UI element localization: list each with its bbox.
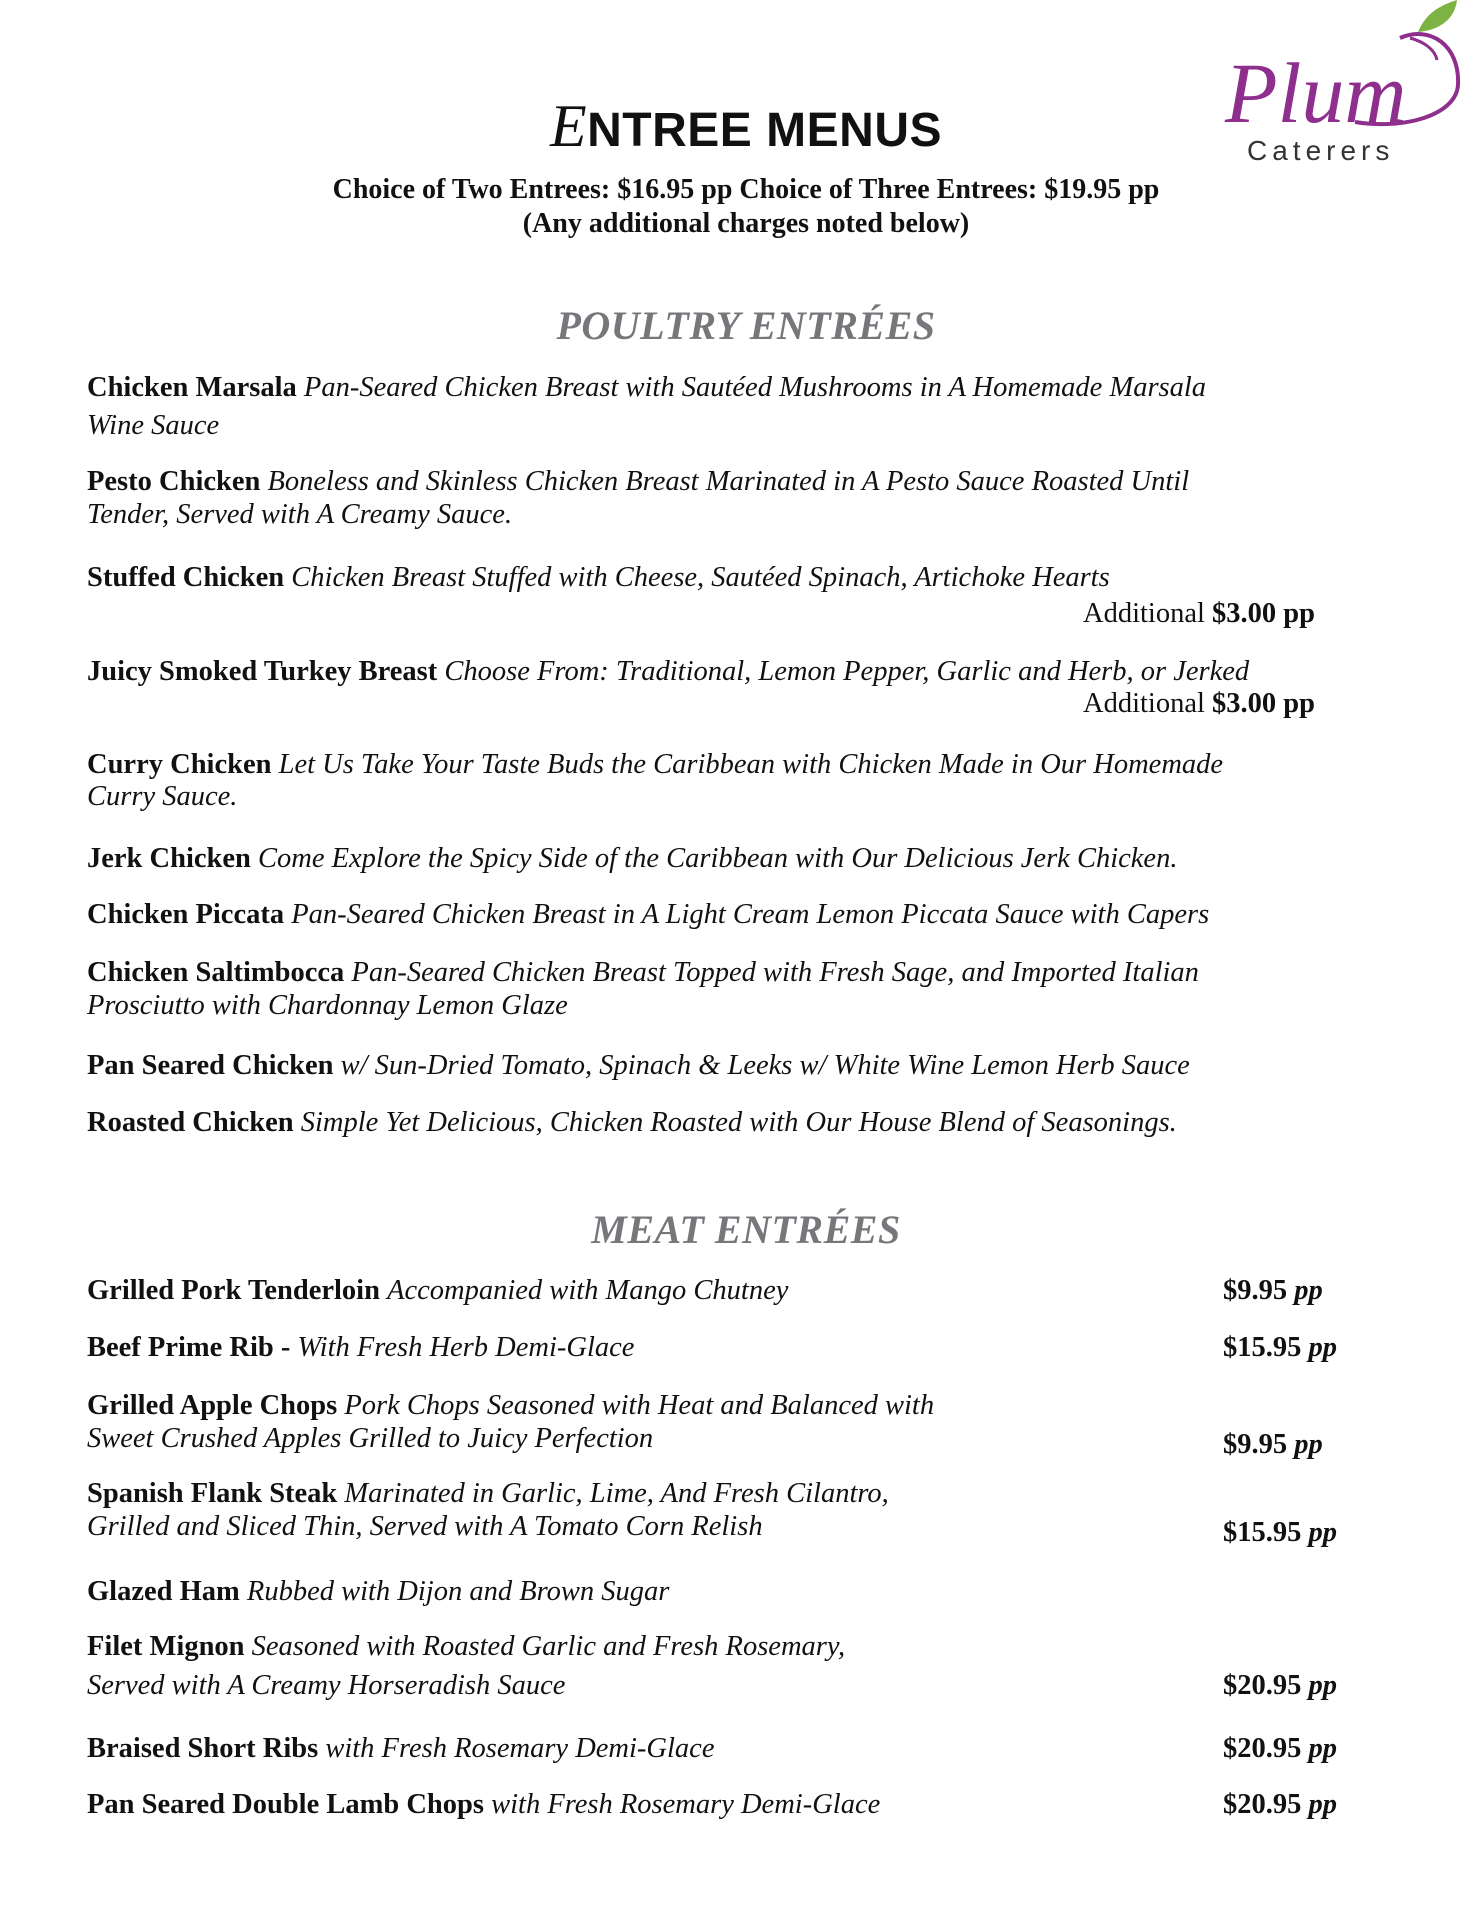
item-description: Let Us Take Your Taste Buds the Caribbean with Chicken Made in Our Homemade [278, 749, 1224, 780]
item-description: w/ Sun-Dried Tomato, Spinach & Leeks w/ White Wine Lemon Herb Sauce [340, 1050, 1190, 1081]
item-name: Filet Mignon [87, 1631, 245, 1662]
price-unit: pp [1294, 1275, 1323, 1306]
item-name: Chicken Saltimbocca [87, 957, 345, 988]
price-unit: pp [1308, 1332, 1337, 1363]
item-description: Sweet Crushed Apples Grilled to Juicy Perfection [87, 1423, 654, 1454]
item-price [1223, 1670, 1337, 1702]
item-description: Wine Sauce [87, 410, 220, 441]
menu-item [87, 1390, 934, 1422]
item-name: Chicken Piccata [87, 899, 285, 930]
additional-price: $3.00 pp [1212, 688, 1315, 719]
menu-item [87, 749, 1223, 781]
item-description: Come Explore the Spicy Side of the Caribbean with Our Delicious Jerk Chicken. [258, 843, 1178, 874]
item-name: Stuffed Chicken [87, 562, 285, 593]
item-description: Tender, Served with A Creamy Sauce. [87, 499, 513, 530]
price-value: $9.95 [1223, 1275, 1288, 1306]
item-name: Roasted Chicken [87, 1107, 294, 1138]
price-value: $20.95 [1223, 1789, 1302, 1820]
menu-item [87, 843, 1177, 875]
price-unit: pp [1308, 1517, 1337, 1548]
item-description: Boneless and Skinless Chicken Breast Marinated in A Pesto Sauce Roasted Until [267, 466, 1190, 497]
additional-label: Additional [1083, 598, 1205, 629]
price-unit: pp [1294, 1429, 1323, 1460]
item-price [1223, 1517, 1337, 1549]
item-description-cont [87, 1670, 565, 1702]
item-description: Served with A Creamy Horseradish Sauce [87, 1670, 566, 1701]
menu-item [87, 1733, 714, 1765]
item-name: Jerk Chicken [87, 843, 251, 874]
item-price [1223, 1733, 1337, 1765]
menu-item [87, 1107, 1177, 1139]
additional-charge [1083, 598, 1315, 630]
item-description-cont [87, 990, 568, 1022]
price-value: $20.95 [1223, 1670, 1302, 1701]
price-unit: pp [1308, 1789, 1337, 1820]
page-title: ENTREE MENUS [549, 93, 942, 159]
item-name: Pan Seared Double Lamb Chops [87, 1789, 484, 1820]
item-description: With Fresh Herb Demi-Glace [297, 1332, 635, 1363]
logo-wordmark: Plum [1225, 45, 1407, 141]
price-value: $9.95 [1223, 1429, 1288, 1460]
item-price [1223, 1789, 1337, 1821]
menu-item [87, 1576, 669, 1608]
item-description-cont [87, 410, 219, 442]
item-name: Braised Short Ribs [87, 1733, 319, 1764]
item-price [1223, 1275, 1323, 1307]
additional-price: $3.00 pp [1212, 598, 1315, 629]
price-value: $15.95 [1223, 1332, 1302, 1363]
item-description: Simple Yet Delicious, Chicken Roasted with Our House Blend of Seasonings. [300, 1107, 1177, 1138]
item-name: Spanish Flank Steak [87, 1478, 338, 1509]
price-unit: pp [1308, 1670, 1337, 1701]
menu-item [87, 899, 1209, 931]
menu-item [87, 1478, 889, 1510]
item-name: Grilled Apple Chops [87, 1390, 338, 1421]
menu-item [87, 957, 1199, 989]
item-description: with Fresh Rosemary Demi-Glace [325, 1733, 715, 1764]
menu-item [87, 562, 1110, 594]
item-description: Grilled and Sliced Thin, Served with A Tomato Corn Relish [87, 1511, 763, 1542]
item-name: Beef Prime Rib - [87, 1332, 291, 1363]
price-value: $15.95 [1223, 1517, 1302, 1548]
item-name: Pan Seared Chicken [87, 1050, 334, 1081]
item-description: Chicken Breast Stuffed with Cheese, Sautéed Spinach, Artichoke Hearts [291, 562, 1110, 593]
poultry-heading: POULTRY ENTRÉES [556, 303, 936, 348]
item-description: Pan-Seared Chicken Breast in A Light Cream Lemon Piccata Sauce with Capers [291, 899, 1210, 930]
additional-charge [1083, 688, 1315, 720]
item-description: Pan-Seared Chicken Breast Topped with Fresh Sage, and Imported Italian [351, 957, 1199, 988]
price-value: $20.95 [1223, 1733, 1302, 1764]
menu-item [87, 372, 1206, 404]
item-description-cont [87, 781, 237, 813]
menu-item [87, 1631, 845, 1663]
meat-heading: MEAT ENTRÉES [591, 1207, 901, 1252]
item-description: Marinated in Garlic, Lime, And Fresh Cilantro, [344, 1478, 889, 1509]
price-unit: pp [1308, 1733, 1337, 1764]
item-name: Juicy Smoked Turkey Breast [87, 656, 438, 687]
item-description: Accompanied with Mango Chutney [387, 1275, 789, 1306]
item-description: Seasoned with Roasted Garlic and Fresh Rosemary, [251, 1631, 846, 1662]
menu-item [87, 466, 1189, 498]
item-name: Grilled Pork Tenderloin [87, 1275, 380, 1306]
item-description-cont [87, 499, 512, 531]
item-description: Curry Sauce. [87, 781, 238, 812]
item-name: Pesto Chicken [87, 466, 261, 497]
item-name: Glazed Ham [87, 1576, 240, 1607]
additional-label: Additional [1083, 688, 1205, 719]
item-description-cont [87, 1511, 763, 1543]
menu-item [87, 1050, 1190, 1082]
item-description: with Fresh Rosemary Demi-Glace [491, 1789, 881, 1820]
menu-item [87, 656, 1249, 688]
item-description: Pork Chops Seasoned with Heat and Balanced with [344, 1390, 935, 1421]
item-name: Curry Chicken [87, 749, 272, 780]
menu-item [87, 1332, 634, 1364]
item-description: Pan-Seared Chicken Breast with Sautéed Mushrooms in A Homemade Marsala [303, 372, 1207, 403]
item-name: Chicken Marsala [87, 372, 297, 403]
item-description: Choose From: Traditional, Lemon Pepper, Garlic and Herb, or Jerked [444, 656, 1250, 687]
logo-tagline: Caterers [1247, 135, 1395, 166]
item-description: Prosciutto with Chardonnay Lemon Glaze [87, 990, 568, 1021]
item-description: Rubbed with Dijon and Brown Sugar [246, 1576, 670, 1607]
menu-item [87, 1789, 880, 1821]
item-price [1223, 1429, 1323, 1461]
pricing-line: Choice of Two Entrees: $16.95 pp Choice of Three Entrees: $19.95 pp [332, 174, 1160, 205]
menu-item [87, 1275, 788, 1307]
item-description-cont [87, 1423, 653, 1455]
pricing-note: (Any additional charges noted below) [522, 208, 970, 239]
item-price [1223, 1332, 1337, 1364]
